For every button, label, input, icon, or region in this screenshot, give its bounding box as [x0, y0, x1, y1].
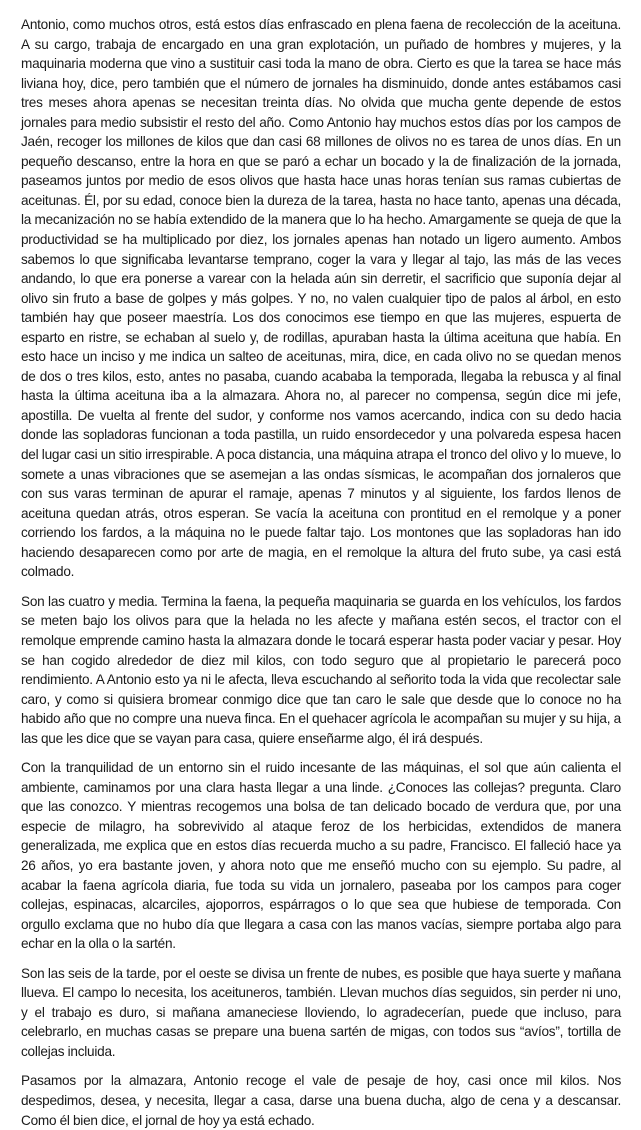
paragraph-evening: Son las seis de la tarde, por el oeste se divisa un frente de nubes, es posible que haya suerte y mañana llueva. El campo lo necesita, los aceituneros, también. Llevan muchos días seguidos, sin perder ni uno, y el trabajo es duro, si mañana amaneciese lloviendo, lo agradecerían, puede que incluso, para celebrarlo, en muchas casas se prepare una buena sartén de migas, con todos sus “avíos”, tortilla de collejas incluida.	[21, 965, 621, 1059]
paragraph-harvest-day: Antonio, como muchos otros, está estos días enfrascado en plena faena de recolección de la aceituna. A su cargo, trabaja de encargado en una gran explotación, un puñado de hombres y mujeres, y la maquinaria moderna que vino a sustituir casi toda la mano de obra. Cierto es que la tarea se hace más liviana hoy, dice, pero también que el número de jornales ha disminuido, donde antes estábamos casi tres meses ahora apenas se necesitan treinta días. No olvida que mucha gente depende de estos jornales para medio subsistir el resto del año. Como Antonio hay muchos estos días por los campos de Jaén, recoger los millones de kilos que dan casi 68 millones de olivos no es tarea de unos días. En un pequeño descanso, entre la hora en que se paró a echar un bocado y la de finalización de la jornada, paseamos juntos por medio de esos olivos que hasta hace unas horas tenían sus ramas cubiertas de aceitunas. Él, por su edad, conoce bien la dureza de la tarea, hasta no hace tanto, apenas una década, la mecanización no se había extendido de la manera que lo ha hecho. Amargamente se queja de que la productividad se ha multiplicado por diez, los jornales apenas han notado un ligero aumento. Ambos sabemos lo que significaba levantarse temprano, coger la vara y llegar al tajo, las más de las veces andando, lo que era ponerse a varear con la helada aún sin derretir, el sacrificio que suponía dejar al olivo sin fruto a base de golpes y más golpes. Y no, no valen cualquier tipo de palos al árbol, en esto también hay que poseer maestría. Los dos conocimos ese tiempo en que las mujeres, espuerta de esparto en ristre, se echaban al suelo y, de rodillas, apuraban hasta la última aceituna que había. En esto hace un inciso y me indica un salteo de aceitunas, mira, dice, en cada olivo no se quedan menos de dos o tres kilos, esto, antes no pasaba, cuando acababa la temporada, llegaba la rebusca y al final hasta la última aceituna iba a la almazara. Ahora no, al parecer no compensa, según dice mi jefe, apostilla. De vuelta al frente del sudor, y conforme nos vamos acercando, indica con su dedo hacia donde las sopladoras funcionan a toda pastilla, un ruido ensordecedor y una polvareda espesa hacen del lugar casi un sitio irrespirable. A poca distancia, una máquina atrapa el tronco del olivo y lo mueve, lo somete a unas vibraciones que se asemejan a las ondas sísmicas, le acompañan dos jornaleros que con sus varas terminan de apurar el ramaje, apenas 7 minutos y al siguiente, los fardos llenos de aceituna quedan atrás, otros esperan. Se vacía la aceituna con prontitud en el remolque y a poner corriendo los fardos, a la máquina no le puede faltar tajo. Los montones que las sopladoras han ido haciendo desaparecen como por arte de magia, en el remolque la altura del fruto sube, ya casi está colmado.	[21, 17, 621, 580]
paragraph-collejas: Con la tranquilidad de un entorno sin el ruido incesante de las máquinas, el sol que aún calienta el ambiente, caminamos por una clara hasta llegar a una linde. ¿Conoces las collejas? pregunta. Claro que las conozco. Y mientras recogemos una bolsa de tan delicado bocado de verdura que, por una especie de milagro, ha sobrevivido al ataque feroz de los herbicidas, extendidos de manera generalizada, me explica que en estos días recuerda mucho a su padre, Francisco. El falleció hace ya 26 años, yo era bastante joven, y ahora noto que me enseñó mucho con su ejemplo. Su padre, al acabar la faena agrícola diaria, fue toda su vida un jornalero, paseaba por los campos para coger collejas, espinacas, alcarciles, ajoporros, espárragos o lo que sea que hubiese de temporada. Con orgullo exclama que no hubo día que llegara a casa con las manos vacías, siempre portaba algo para echar en la olla o la sartén.	[21, 760, 621, 952]
paragraph-end-of-work: Son las cuatro y media. Termina la faena, la pequeña maquinaria se guarda en los vehículos, los fardos se meten bajo los olivos para que la helada no les afecte y mañana estén secos, el tractor con el remolque emprende camino hasta la almazara donde le tocará esperar hasta poder vaciar y pesar. Hoy se han cogido alrededor de diez mil kilos, con todo seguro que al propietario le parecerá poco rendimiento. A Antonio esto ya ni le afecta, lleva escuchando al señorito toda la vida que recolectar sale caro, y como si quisiera bromear conmigo dice que tan caro le sale que desde que lo conoce no ha habido año que no compre una nueva finca. En el quehacer agrícola le acompañan su mujer y su hija, a las que les dice que se vayan para casa, quiere enseñarme algo, él irá después.	[21, 593, 621, 746]
paragraph-farewell: Pasamos por la almazara, Antonio recoge el vale de pesaje de hoy, casi once mil kilos. Nos despedimos, desea, y necesita, llegar a casa, darse una buena ducha, algo de cena y a descansar. Como él bien dice, el jornal de hoy ya está echado.	[21, 1073, 621, 1128]
